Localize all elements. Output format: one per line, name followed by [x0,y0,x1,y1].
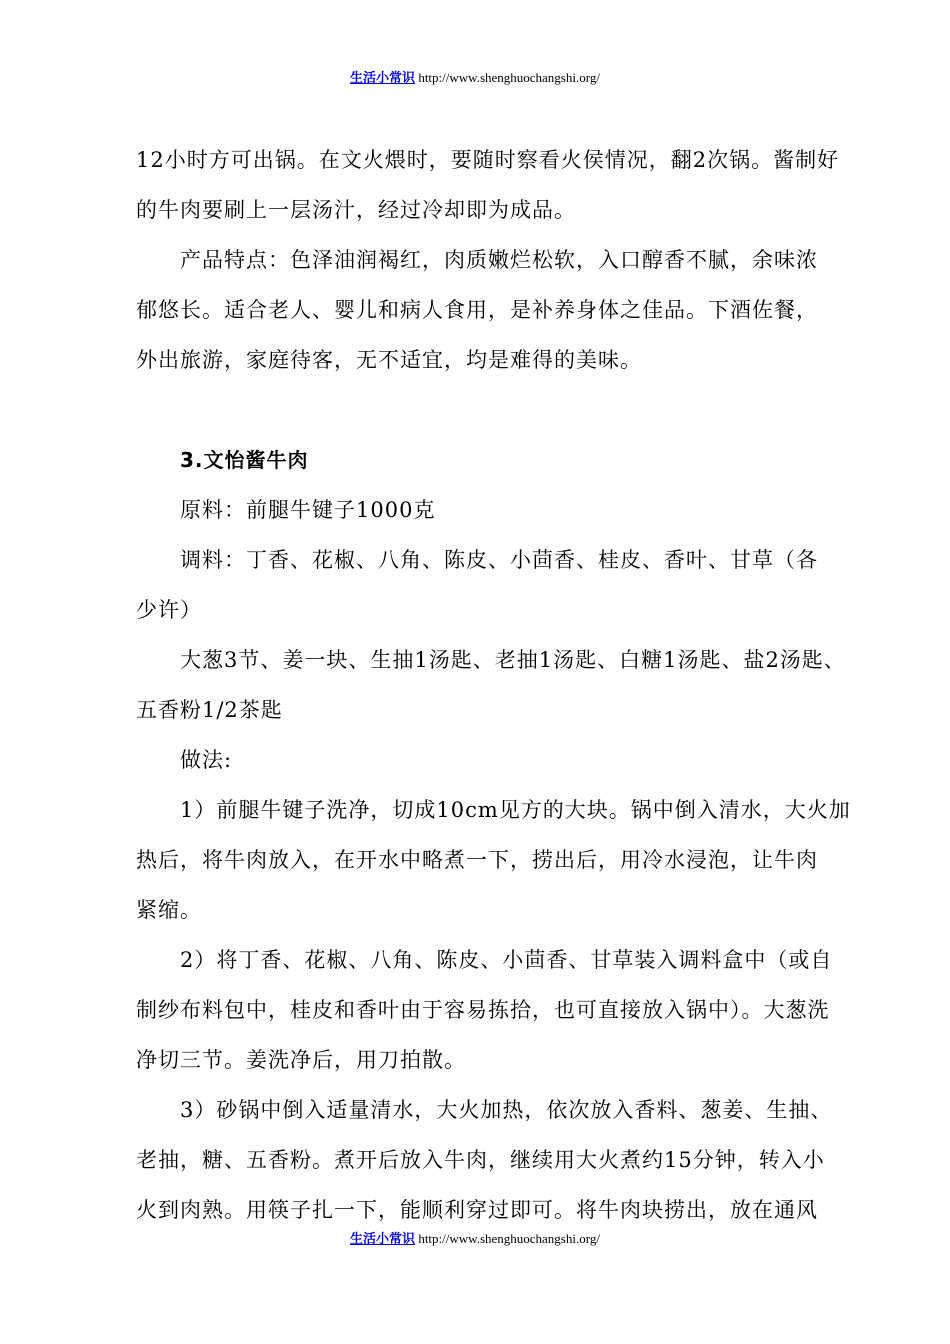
page-header [0,70,950,86]
text-line: 调料：丁香、花椒、八角、陈皮、小茴香、桂皮、香叶、甘草（各 [180,548,818,572]
document-body [136,142,851,1242]
text-line: 老抽，糖、五香粉。煮开后放入牛肉，继续用大火煮约15分钟，转入小 [136,1148,825,1172]
text-line: 净切三节。姜洗净后，用刀拍散。 [136,1048,466,1072]
header-site-link[interactable]: 生活小常识 [350,70,416,85]
page-footer [0,1231,950,1247]
section-heading: 3.文怡酱牛肉 [180,448,309,472]
header-url: http://www.shenghuochangshi.org/ [418,70,600,85]
text-line: 12小时方可出锅。在文火煨时，要随时察看火侯情况，翻2次锅。酱制好 [136,148,840,172]
text-line: 的牛肉要刷上一层汤汁，经过冷却即为成品。 [136,198,576,222]
text-line: 外出旅游，家庭待客，无不适宜，均是难得的美味。 [136,348,642,372]
text-line: 紧缩。 [136,898,202,922]
text-line: 郁悠长。适合老人、婴儿和病人食用，是补养身体之佳品。下酒佐餐， [136,298,818,322]
text-line: 热后，将牛肉放入，在开水中略煮一下，捞出后，用冷水浸泡，让牛肉 [136,848,818,872]
footer-url: http://www.shenghuochangshi.org/ [418,1231,600,1246]
text-line: 少许） [136,598,202,622]
text-line: 原料：前腿牛键子1000克 [180,498,436,522]
text-line: 大葱3节、姜一块、生抽1汤匙、老抽1汤匙、白糖1汤匙、盐2汤匙、 [180,648,846,672]
paragraph-gap [136,392,836,442]
text-line: 做法: [180,748,233,772]
text-line: 产品特点：色泽油润褐红，肉质嫩烂松软，入口醇香不腻，余味浓 [180,248,818,272]
text-line: 2）将丁香、花椒、八角、陈皮、小茴香、甘草装入调料盒中（或自 [180,948,833,972]
text-line: 3）砂锅中倒入适量清水，大火加热，依次放入香料、葱姜、生抽、 [180,1098,833,1122]
text-line: 1）前腿牛键子洗净，切成10cm见方的大块。锅中倒入清水，大火加 [180,798,851,822]
text-line: 五香粉1/2茶匙 [136,698,283,722]
text-line: 制纱布料包中，桂皮和香叶由于容易拣拾，也可直接放入锅中）。大葱洗 [136,998,830,1022]
footer-site-link[interactable]: 生活小常识 [350,1231,416,1246]
text-line: 火到肉熟。用筷子扎一下，能顺利穿过即可。将牛肉块捞出，放在通风 [136,1198,818,1222]
